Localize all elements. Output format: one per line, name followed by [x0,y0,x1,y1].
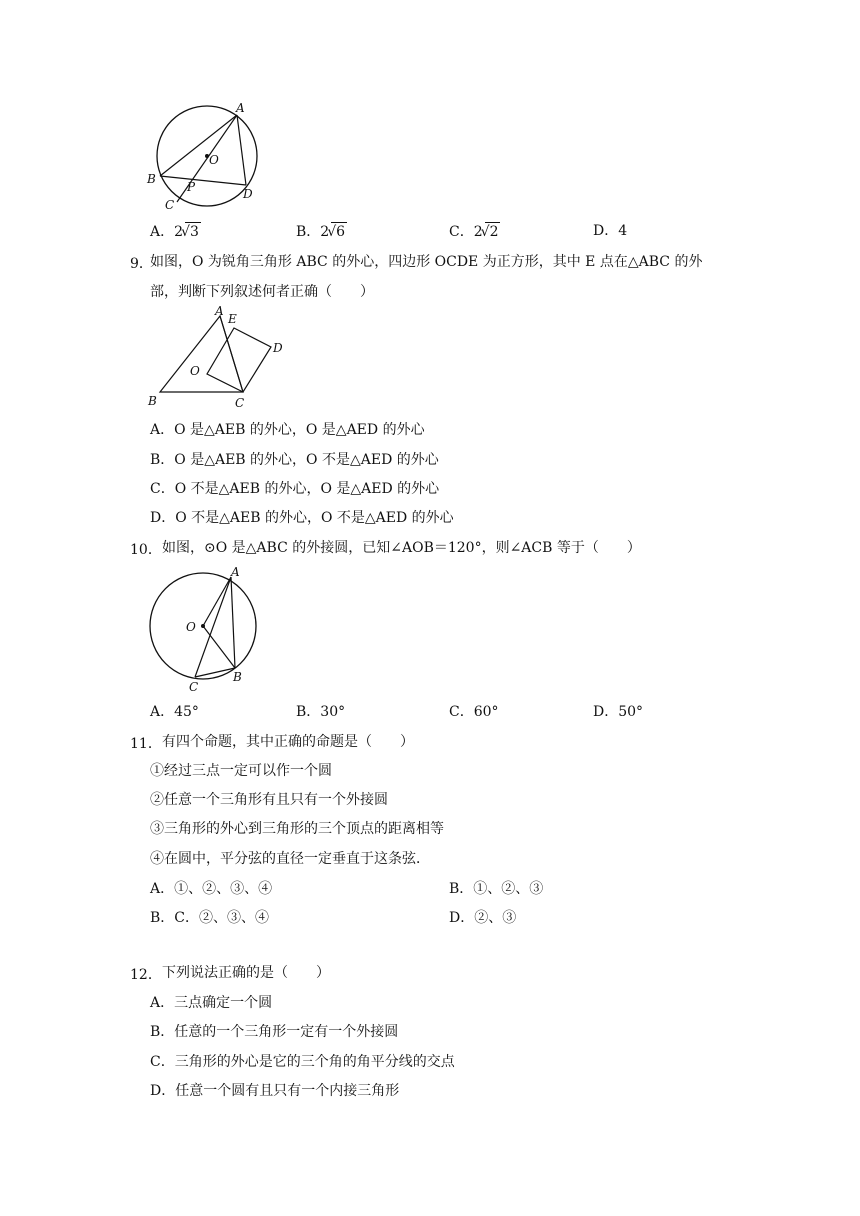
q8-option-b [296,222,347,241]
q11-item-2: ②任意一个三角形有且只有一个外接圆 [150,792,388,808]
q8-option-c-letter: C． [449,224,474,240]
q8-option-c-coef: 2 [473,224,483,240]
q8-label-p: P [187,180,196,194]
q8-segment-ab [160,115,237,176]
q10-label-b: B [233,670,242,684]
q10-segment-oa [203,577,231,626]
q9-square-ocde [207,328,271,392]
q9-label-b: B [148,394,157,408]
sqrt-icon: √6 [327,224,346,240]
q10-option-d: D．50° [593,704,644,720]
q11-option-d: D．②、③ [449,910,517,926]
q9-label-a: A [215,305,224,318]
q8-label-b: B [147,172,156,186]
q8-option-b-rad: 6 [336,224,346,240]
q9-option-d: D．O 不是△AEB 的外心，O 不是△AED 的外心 [150,510,454,526]
q11-stem: 有四个命题，其中正确的命题是（ ） [162,734,414,750]
q10-segment-ac [195,577,231,677]
q9-label-o: O [190,364,200,378]
q8-option-b-coef: 2 [320,224,330,240]
q11-number: 11． [130,736,162,752]
q9-option-c: C．O 不是△AEB 的外心，O 是△AED 的外心 [150,481,440,497]
sqrt-icon: √2 [480,224,499,240]
q12-option-c: C．三角形的外心是它的三个角的角平分线的交点 [150,1054,455,1070]
q8-option-d-letter: D． [593,223,619,239]
q10-segment-ob [203,626,235,668]
sqrt-icon: √3 [181,224,199,240]
q9-option-a: A．O 是△AEB 的外心，O 是△AED 的外心 [150,422,425,438]
q9-triangle-abc [160,316,243,392]
q8-option-a-coef: 2 [174,224,184,240]
q12-option-a: A．三点确定一个圆 [150,995,273,1011]
q9-label-d: D [273,341,283,355]
q8-figure [140,100,270,212]
q8-label-a: A [236,101,245,115]
q11-option-b: B．①、②、③ [449,881,544,897]
q10-segment-ab [231,577,235,668]
q9-figure [140,305,290,410]
q9-label-e: E [228,312,237,326]
q12-option-d: D．任意一个圆有且只有一个内接三角形 [150,1083,400,1099]
q10-label-o: O [186,620,196,634]
q9-label-c: C [235,396,245,410]
q8-segment-ad [237,115,246,185]
q9-stem-line2: 部，判断下列叙述何者正确（ ） [150,284,374,300]
q8-option-a [150,222,201,241]
q8-option-b-letter: B． [296,224,321,240]
q8-option-a-rad: 3 [189,224,199,240]
q10-stem: 如图，⊙O 是△ABC 的外接圆，已知∠AOB＝120°，则∠ACB 等于（ ） [162,540,641,556]
q8-label-d: D [243,187,253,201]
q11-item-1: ①经过三点一定可以作一个圆 [150,763,332,779]
q8-option-c [449,222,500,241]
q12-stem: 下列说法正确的是（ ） [162,965,330,981]
q10-label-c: C [189,680,199,694]
q10-number: 10． [130,542,162,558]
q9-number: 9． [130,256,153,272]
q9-option-b: B．O 是△AEB 的外心，O 不是△AED 的外心 [150,452,439,468]
q10-option-b: B．30° [296,704,346,720]
q8-segment-ac [177,115,237,202]
q10-option-a: A．45° [150,704,199,720]
q8-option-d [593,222,627,240]
q10-label-a: A [231,565,240,579]
q8-label-c: C [165,198,175,212]
q9-stem-line1: 如图，O 为锐角三角形 ABC 的外心，四边形 OCDE 为正方形，其中 E 点在△ABC 的外 [150,254,703,270]
q12-option-b: B．任意的一个三角形一定有一个外接圆 [150,1024,399,1040]
q10-figure [140,565,270,695]
q8-segment-bd [160,176,246,185]
q11-item-4: ④在圆中，平分弦的直径一定垂直于这条弦． [150,851,430,867]
q11-item-3: ③三角形的外心到三角形的三个顶点的距离相等 [150,821,444,837]
q11-option-c: B．C．②、③、④ [150,910,269,926]
q9-segment-oa-ec [220,316,243,392]
q12-number: 12． [130,967,162,983]
q11-option-a: A．①、②、③、④ [150,881,273,897]
q10-option-c: C．60° [449,704,499,720]
q8-option-c-rad: 2 [489,224,499,240]
q8-option-a-letter: A． [150,224,175,240]
q10-center-dot [201,624,205,628]
q8-option-d-value: 4 [618,223,628,239]
q8-label-o: O [209,153,219,167]
